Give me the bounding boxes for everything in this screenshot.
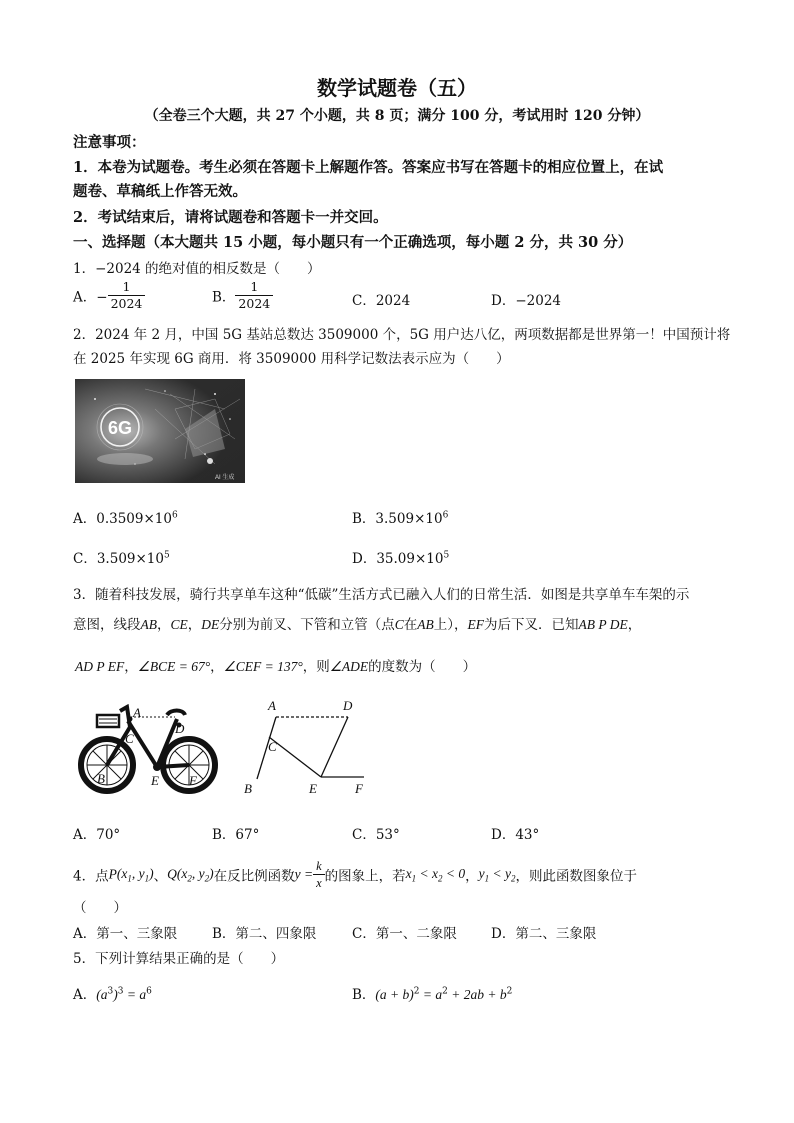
q4-option-c: C．第一、二象限 [352, 926, 457, 942]
q4-mid: 在反比例函数 [213, 868, 295, 885]
diagram-label-d: D [343, 698, 353, 713]
q2-a-label: A． [73, 511, 97, 527]
q4-cond-x-sub-2: 2 [438, 873, 443, 884]
q1-option-b [212, 279, 273, 312]
q4-condition-x [405, 865, 466, 884]
notice-item-2: 2．考试结束后，请将试题卷和答题卡一并交回。 [73, 209, 388, 226]
q2-a-exponent: 6 [171, 510, 178, 521]
q4-point-p: P [108, 866, 117, 882]
q2-option-c [73, 547, 170, 567]
diagram-label-f: F [355, 781, 363, 796]
q4-condition-y [478, 865, 516, 884]
q4-cond-x1: x [405, 865, 412, 881]
diagram-label-b: B [244, 781, 252, 796]
q3-sep-2: ， [187, 617, 202, 633]
q4-pre: 4．点 [73, 868, 109, 885]
diagram-label-a: A [268, 698, 276, 713]
q4-x: x [316, 876, 322, 890]
6g-photo-svg [75, 379, 245, 483]
q4-stem-line-2: （ ） [73, 900, 127, 916]
q5-b-label: B． [352, 987, 376, 1003]
q1-option-d: D．−2024 [491, 293, 561, 309]
q1-option-b-fraction [235, 279, 273, 312]
q5-b-expr-2: = a [419, 987, 443, 1002]
q5-a-exp-outer: 3 [117, 986, 124, 997]
q4-post-1: 的图象上，若 [324, 868, 406, 885]
q2-d-base: 35.09×10 [376, 551, 444, 567]
q4-option-a: A．第一、三象限 [73, 926, 178, 942]
q1-option-a [73, 279, 145, 312]
q5-b-exp-3: 2 [506, 986, 513, 997]
q3-seg-ef: EF [467, 617, 485, 632]
q2-a-base: 0.3509×10 [96, 511, 172, 527]
q5-a-expr-3: = a [123, 987, 147, 1002]
q4-sep-2: ， [465, 868, 479, 885]
q5-b-exp-2: 2 [442, 986, 448, 997]
q5-a-expr-1: (a [96, 987, 108, 1002]
q3-seg-ab-2: AB [417, 617, 434, 632]
q2-option-d [352, 547, 449, 567]
q4-p-open: (x [116, 865, 128, 881]
q4-stem-line-1 [73, 858, 637, 891]
q4-q-open: (x [176, 865, 188, 881]
q4-q-coords [176, 865, 214, 884]
6g-photo-text: 6G [107, 418, 133, 438]
q4-cond-y-sub-2: 2 [510, 873, 516, 884]
segment-ce [269, 737, 321, 777]
q1-a-numerator: 1 [108, 279, 146, 296]
bicycle-label-b: B [97, 771, 105, 786]
q4-p-sub-2: 1 [144, 873, 150, 884]
q4-cond-y1: y [478, 865, 485, 881]
q5-b-expr-3: + 2ab + b [447, 987, 507, 1002]
bicycle-figure [75, 697, 225, 797]
q2-b-base: 3.509×10 [375, 511, 443, 527]
q4-option-d: D．第二、三象限 [491, 926, 597, 942]
q1-option-c: C．2024 [352, 293, 411, 309]
q4-sep: 、 [153, 868, 168, 885]
q3-sep-1: ， [157, 617, 171, 633]
q3-sep-4: ， [210, 659, 224, 675]
q4-post-2: ，则此函数图象位于 [515, 868, 637, 885]
q2-b-exponent: 6 [442, 510, 449, 521]
q5-b-expr-1: (a + b) [375, 987, 414, 1002]
q4-p-sub-1: 1 [127, 873, 132, 884]
notice-heading: 注意事项： [73, 134, 146, 151]
q4-k-over-x [313, 858, 325, 891]
q3-option-c: C．53° [352, 827, 400, 843]
bicycle-label-f: F [189, 773, 197, 788]
q2-option-a [73, 507, 178, 527]
q3-option-d: D．43° [491, 827, 540, 843]
q1-option-b-label: B． [212, 289, 236, 306]
q3-option-b: B．67° [212, 827, 260, 843]
notice-item-1-line-1: 1．本卷为试题卷。考生必须在答题卡上解题作答。答案应书写在答题卡的相应位置上，在试 [73, 159, 664, 176]
q4-p-mid: , y [131, 865, 145, 881]
q2-b-label: B． [352, 511, 376, 527]
q3-stem-line-2 [73, 613, 641, 633]
frame-diagram-svg [240, 695, 370, 800]
q5-option-b [352, 983, 512, 1003]
q4-cond-y-sub-1: 1 [484, 873, 490, 884]
q1-b-numerator: 1 [235, 279, 273, 296]
bicycle-svg [75, 697, 225, 797]
bicycle-label-c: C [125, 731, 134, 746]
q3-seg-de: DE [201, 617, 220, 632]
q3-text-c: 在 [403, 617, 418, 633]
q4-point-q: Q [167, 866, 177, 882]
q2-c-exponent: 5 [163, 550, 170, 561]
q3-seg-ab: AB [140, 617, 157, 632]
q3-angle-bce: ∠BCE = 67° [137, 659, 211, 674]
q4-cond-x-sub-1: 1 [411, 873, 417, 884]
q5-a-exp-result: 6 [146, 986, 152, 997]
diagram-label-e: E [309, 781, 317, 796]
q4-cond-x-mid: < x [416, 865, 438, 881]
q3-text-b: 分别为前叉、下管和立管（点 [219, 617, 395, 633]
paper-title: 数学试题卷（五） [317, 76, 477, 100]
q3-angle-cef: ∠CEF = 137° [223, 659, 303, 674]
q3-point-c: C [394, 617, 404, 632]
q3-text-e: 为后下叉．已知 [484, 617, 579, 633]
q4-k: k [313, 858, 325, 875]
q2-stem-line-1: 2．2024 年 2 月，中国 5G 基站总数达 3509000 个，5G 用户达八亿，两项数据都是世界第一！中国预计将 [73, 327, 731, 343]
bicycle-label-e: E [151, 773, 159, 788]
q4-cond-x-end: < 0 [442, 865, 466, 881]
q5-a-label: A． [73, 987, 97, 1003]
q4-p-coords [116, 865, 154, 884]
q3-text-a: 意图，线段 [73, 617, 141, 633]
q3-stem-line-3 [75, 655, 476, 675]
q4-option-b: B．第二、四象限 [212, 926, 317, 942]
section-1-heading: 一、选择题（本大题共 15 小题，每小题只有一个正确选项，每小题 2 分，共 30 分） [73, 234, 633, 251]
q1-b-denominator: 2024 [238, 296, 271, 311]
q5-option-a [73, 983, 152, 1003]
q2-stem-line-2: 在 2025 年实现 6G 商用．将 3509000 用科学记数法表示应为（ ） [73, 351, 510, 367]
paper-subtitle: （全卷三个大题，共 27 个小题，共 8 页；满分 100 分，考试用时 120 分钟） [144, 108, 650, 124]
q5-a-exp-inner: 3 [107, 986, 114, 997]
bicycle-label-a: A [133, 705, 141, 720]
q3-text-f: ， [627, 617, 642, 633]
q3-stem-line-1: 3．随着科技发展，骑行共享单车这种“低碳”生活方式已融入人们的日常生活．如图是共享单车车架的示 [73, 587, 690, 603]
q3-option-a: A．70° [73, 827, 121, 843]
q4-y-equals: y = [294, 866, 314, 882]
q1-stem: 1．−2024 的绝对值的相反数是（ ） [73, 261, 321, 277]
q5-b-exp-1: 2 [413, 986, 420, 997]
6g-photo [75, 379, 245, 483]
q4-q-sub-2: 2 [204, 873, 210, 884]
q4-q-sub-1: 2 [187, 873, 192, 884]
q1-option-a-fraction [108, 279, 146, 312]
diagram-label-c: C [268, 739, 277, 754]
q2-c-base: 3.509×10 [96, 551, 164, 567]
q4-p-close: ) [149, 865, 154, 881]
q2-option-b [352, 507, 448, 527]
q3-text-d: 上）， [433, 617, 468, 633]
q1-a-denominator: 2024 [110, 296, 143, 311]
q2-c-label: C． [73, 551, 97, 567]
q3-sep-3: ， [124, 659, 138, 675]
q2-d-label: D． [352, 551, 377, 567]
q4-q-close: ) [209, 865, 214, 881]
notice-item-1-line-2: 题卷、草稿纸上作答无效。 [73, 183, 247, 200]
q3-relation-1: AB P DE [578, 617, 628, 632]
q5-stem: 5．下列计算结果正确的是（ ） [73, 951, 285, 967]
q4-cond-y-mid: < y [489, 865, 511, 881]
q5-a-expr-2: ) [113, 987, 118, 1002]
q4-q-mid: , y [191, 865, 205, 881]
q2-d-exponent: 5 [443, 550, 450, 561]
bicycle-label-d: D [175, 721, 185, 736]
q3-relation-2: AD P EF [75, 659, 125, 674]
segment-de [321, 717, 348, 777]
frame-diagram [240, 695, 370, 800]
q3-text-h: 的度数为（ ） [368, 659, 477, 675]
q3-text-g: ，则 [302, 659, 330, 675]
6g-photo-caption: AI 生成 [215, 475, 235, 481]
q3-seg-ce: CE [170, 617, 188, 632]
q1-option-a-label: A．− [73, 289, 108, 306]
q3-angle-ade: ∠ADE [329, 659, 369, 674]
